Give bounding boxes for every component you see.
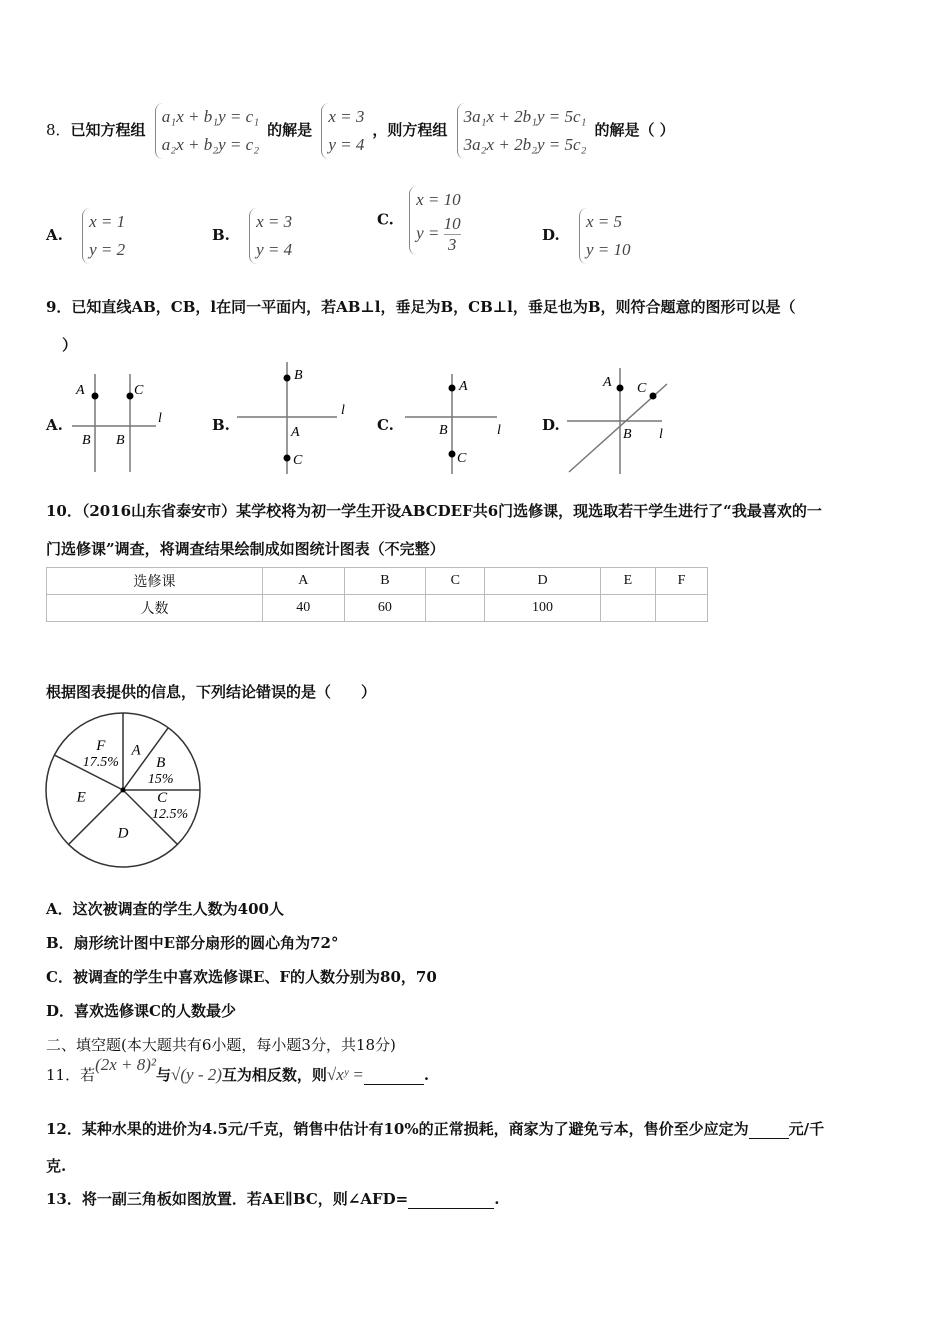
q8-text: ，则方程组 [372, 121, 448, 139]
option-label: B. [212, 226, 230, 244]
eq: a₂x + b₂y = c₂ [161, 135, 260, 154]
question-10: 10．（2016山东省泰安市）某学校将为初一学生开设ABCDEF共6门选修课，现选取若干学生进行了“我最喜欢的一 [46, 502, 822, 520]
slice-percent: 15% [147, 771, 174, 787]
table-row [47, 595, 708, 622]
q8-text: 的解是 [267, 121, 313, 139]
answer-blank[interactable] [364, 1066, 424, 1085]
pie-chart [40, 707, 210, 877]
point-a [92, 393, 99, 400]
q10-option-d[interactable]: D．喜欢选修课C的人数最少 [46, 1002, 236, 1020]
table-cell: 40 [263, 595, 345, 622]
expr: √(y - 2) [171, 1065, 222, 1084]
question-8 [46, 103, 675, 159]
label: l [158, 411, 162, 426]
section-heading: 二、填空题(本大题共有6小题，每小题3分，共18分) [46, 1036, 396, 1054]
expr: √xʸ = [326, 1065, 364, 1084]
figure-d [567, 368, 672, 474]
label: l [497, 423, 501, 438]
q13-text: 13．将一副三角板如图放置．若AE∥BC，则∠AFD= [46, 1190, 409, 1208]
slice-label: E [76, 789, 86, 806]
answer-blank[interactable] [408, 1190, 494, 1209]
q12-text: 12．某种水果的进价为4.5元/千克，销售中估计有10%的正常损耗，商家为了避免亏本，售价至少应定为 [46, 1120, 749, 1138]
eq: y = [416, 223, 444, 243]
eq: a₁x + b₁y = c₁ [161, 107, 260, 126]
q11-text: 11．若 [46, 1066, 96, 1084]
eq: x = 1 [89, 212, 126, 231]
slice-label: C [157, 790, 168, 807]
label: C [457, 451, 467, 466]
q10-option-b[interactable]: B．扇形统计图中E部分扇形的圆心角为72° [46, 934, 339, 952]
eq: x = 3 [256, 212, 293, 231]
numerator: 10 [443, 214, 461, 233]
label: B [116, 433, 125, 448]
eq: x = 5 [585, 212, 622, 231]
label: B [439, 423, 448, 438]
table-cell: 选修课 [47, 568, 263, 595]
q9-option-b[interactable]: B. [212, 416, 230, 434]
slice-label: F [96, 737, 106, 754]
pie-center [121, 788, 126, 793]
table-cell: C [426, 568, 485, 595]
table-cell: B [344, 568, 426, 595]
eq: 3a₂x + 2b₂y = 5c₂ [463, 135, 587, 154]
option-label: A. [46, 226, 63, 244]
question-9-cont: ） [62, 336, 78, 354]
label: A [603, 375, 612, 390]
table-cell: 人数 [47, 595, 263, 622]
expr: (2x + 8)² [95, 1055, 157, 1074]
eq: x = 10 [416, 190, 461, 209]
option-label: D. [542, 226, 560, 244]
label: l [659, 427, 663, 442]
question-11 [46, 1055, 430, 1085]
label: B [294, 368, 303, 383]
table-cell [426, 595, 485, 622]
question-13 [46, 1188, 499, 1209]
q13-text: . [494, 1190, 500, 1208]
figure-c [405, 374, 505, 474]
q11-text: 互为相反数，则 [221, 1066, 327, 1084]
point-c [127, 393, 134, 400]
q8-text: 的解是（ ） [594, 121, 675, 139]
label: A [76, 383, 85, 398]
question-10-cont: 门选修课”调查，将调查结果绘制成如图统计图表（不完整） [46, 540, 445, 558]
slice-label: B [156, 754, 166, 771]
label: A [459, 379, 468, 394]
elective-table [46, 567, 708, 622]
q9-option-c[interactable]: C. [377, 416, 394, 434]
option-label: C. [377, 210, 394, 229]
figure-b [237, 362, 352, 474]
table-cell: 60 [344, 595, 426, 622]
q8-option-b[interactable] [212, 208, 300, 264]
q8-text: 已知方程组 [70, 121, 146, 139]
q8-option-a[interactable] [46, 208, 133, 264]
fraction [444, 214, 461, 255]
question-9: 9．已知直线AB，CB，l在同一平面内，若AB⊥l，垂足为B，CB⊥l，垂足也为B，则符合题意的图形可以是（ [46, 298, 796, 316]
slice-label: A [131, 742, 141, 759]
label: B [82, 433, 91, 448]
table-cell [656, 595, 708, 622]
q11-text: . [423, 1066, 430, 1084]
q12-text: 元/千 [788, 1120, 825, 1138]
table-header-row [47, 568, 708, 595]
eq: y = 10 [585, 240, 631, 259]
label: C [293, 453, 303, 468]
eq: y = 2 [89, 240, 126, 259]
eq: y = 4 [256, 240, 293, 259]
q9-option-a[interactable]: A. [46, 416, 63, 434]
eq: x = 3 [328, 107, 365, 126]
eq: 3a₁x + 2b₁y = 5c₁ [463, 107, 587, 126]
question-12 [46, 1118, 824, 1139]
label: l [341, 403, 345, 418]
label: C [134, 383, 144, 398]
question-12-cont: 克. [46, 1157, 67, 1175]
equation-system-2 [457, 103, 591, 159]
figure-a [72, 362, 164, 474]
label: B [623, 427, 632, 442]
table-cell: F [656, 568, 708, 595]
label: C [637, 381, 647, 396]
q10-option-c[interactable]: C．被调查的学生中喜欢选修课E、F的人数分别为80，70 [46, 968, 437, 986]
q8-number: 8． [46, 121, 71, 139]
solution-system [321, 103, 368, 159]
eq: y = 4 [328, 135, 365, 154]
table-cell [600, 595, 656, 622]
denominator: 3 [447, 235, 457, 254]
table-cell: 100 [485, 595, 600, 622]
answer-blank[interactable] [749, 1120, 789, 1139]
q8-option-c[interactable] [377, 186, 469, 255]
table-cell: E [600, 568, 656, 595]
slice-label: D [117, 825, 129, 842]
slice-percent: 12.5% [152, 807, 189, 823]
equation-system-1 [155, 103, 263, 159]
table-cell: A [263, 568, 345, 595]
label: A [291, 425, 300, 440]
table-cell: D [485, 568, 600, 595]
question-10-prompt: 根据图表提供的信息，下列结论错误的是（ ） [46, 683, 377, 701]
q10-option-a[interactable]: A．这次被调查的学生人数为400人 [46, 900, 284, 918]
q8-option-d[interactable] [542, 208, 638, 264]
q9-option-d[interactable]: D. [542, 416, 560, 434]
slice-percent: 17.5% [82, 754, 119, 770]
q11-text: 与 [156, 1066, 172, 1084]
